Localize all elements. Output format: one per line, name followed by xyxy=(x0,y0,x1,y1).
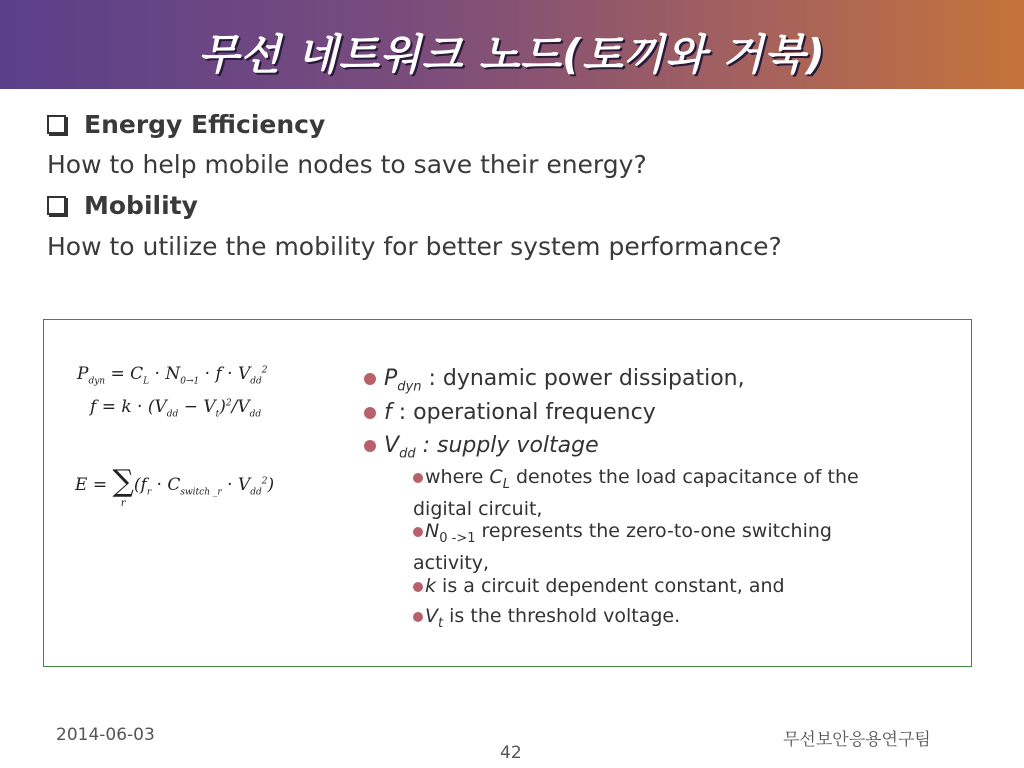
footer-page-number: 42 xyxy=(500,743,522,763)
bullet-dot-icon xyxy=(364,440,376,452)
footer-date: 2014-06-03 xyxy=(56,725,155,745)
subbullet-cl: where $C_L$ denotes the load capacitance of the digital circuit, xyxy=(413,466,859,520)
heading-mobility-text: Mobility xyxy=(84,191,198,220)
bullet-dot-icon xyxy=(413,582,423,592)
subbullet-vt: $V_t$ is the threshold voltage. xyxy=(413,604,680,636)
heading-energy-efficiency xyxy=(47,110,325,139)
energy-question: How to help mobile nodes to save their energy? xyxy=(47,150,647,179)
subbullet-k: k is a circuit dependent constant, and xyxy=(413,574,785,598)
footer-organization: 무선보안응용연구팀 xyxy=(783,730,931,750)
checkbox-bullet-icon xyxy=(47,196,66,215)
bullet-dot-icon xyxy=(413,473,423,483)
bullet-dot-icon xyxy=(364,407,376,419)
bullet-dot-icon xyxy=(413,527,423,537)
formula-energy: E = ∑ $r(f_r \cdot C_{switch \_r} \cdot V_{dd}^2)$ xyxy=(75,464,275,509)
bullet-dot-icon xyxy=(364,373,376,385)
bullet-pdyn: $P_{dyn}$ : dynamic power dissipation, xyxy=(364,366,745,394)
heading-energy-efficiency-text: Energy Efficiency xyxy=(84,110,326,139)
heading-mobility xyxy=(47,191,198,220)
formula-power: $P_{dyn} = C_L \cdot N_{0\to 1} \cdot f \cdot V_{dd}^2$ xyxy=(77,364,268,387)
mobility-question: How to utilize the mobility for better system performance? xyxy=(47,232,782,261)
bullet-dot-icon xyxy=(413,612,423,622)
checkbox-bullet-icon xyxy=(47,115,66,134)
formula-frequency: $f = k \cdot (V_{dd} - V_t)^2/V_{dd}$ xyxy=(90,397,262,420)
bullet-vdd: $V_{dd}$ : supply voltage xyxy=(364,433,599,461)
bullet-f: f : operational frequency xyxy=(364,400,656,425)
slide-title: 무선 네트워크 노드(토끼와 거북) xyxy=(198,30,826,79)
subbullet-n: $N_{0 ->1}$ represents the zero-to-one switching activity, xyxy=(413,520,832,574)
